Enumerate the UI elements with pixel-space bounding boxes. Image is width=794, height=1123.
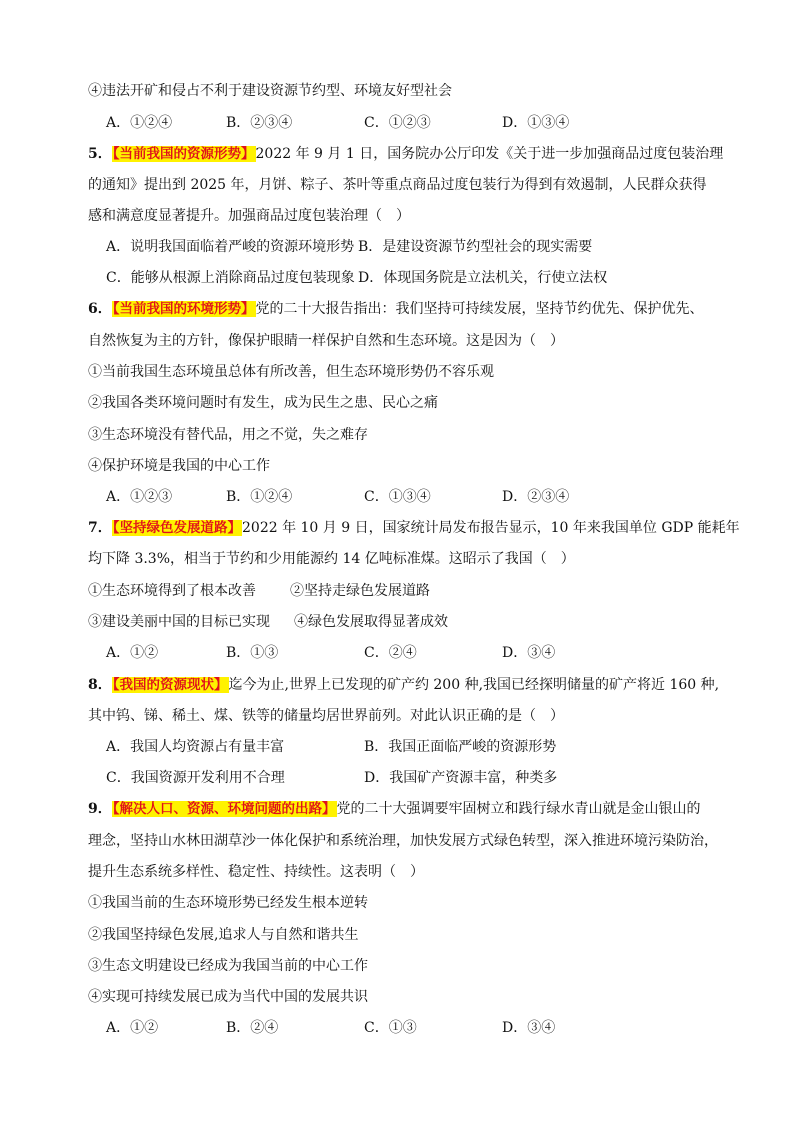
q9-number: 9． [88,801,112,817]
q9-stem-line-2: 理念，坚持山水林田湖草沙一体化保护和系统治理，加快发展方式绿色转型，深入推进环境污染防治， [88,833,718,849]
q9-option-b[interactable]: B．②④ [226,1020,279,1036]
q8-options-row-2 [106,769,726,787]
q5-number: 5． [88,146,112,162]
q8-options-row-1 [106,738,726,756]
q7-stem-line-2: 均下降 3.3%，相当于节约和少用能源约 14 亿吨标准煤。这昭示了我国（ ） [88,551,575,567]
q7-statement-4: ④绿色发展取得显著成效 [294,614,448,630]
q7-stem-line-1 [88,519,740,537]
q5-option-b[interactable]: B．是建设资源节约型社会的现实需要 [358,239,593,255]
q9-stem-line-1 [88,800,728,818]
q9-statement-4: ④实现可持续发展已成为当代中国的发展共识 [88,989,368,1005]
q9-statement-1: ①我国当前的生态环境形势已经发生根本逆转 [88,895,368,911]
q5-stem-line-1 [88,145,728,163]
q6-statement-1: ①当前我国生态环境虽总体有所改善，但生态环境形势仍不容乐观 [88,364,494,380]
q4-option-b[interactable]: B．②③④ [226,115,293,131]
q7-text: 2022 年 10 月 9 日，国家统计局发布报告显示，10 年来我国单位 GDP 能耗年 [242,520,740,536]
q6-option-b[interactable]: B．①②④ [226,489,293,505]
q6-text: 党的二十大报告指出：我们坚持可持续发展，坚持节约优先、保护优先、 [255,301,704,317]
q5-option-c[interactable]: C．能够从根源上消除商品过度包装现象 [106,270,355,286]
q7-statement-3: ③建设美丽中国的目标已实现 [88,614,270,630]
q5-topic-tag: 【当前我国的资源形势】 [112,146,255,162]
q5-option-a[interactable]: A．说明我国面临着严峻的资源环境形势 [106,239,355,255]
q6-option-a[interactable]: A．①②③ [106,489,173,505]
q8-text: 迄今为止,世界上已发现的矿产约 200 种,我国已经探明储量的矿产将近 160 种, [228,677,720,693]
q9-options [106,1019,726,1037]
q9-option-a[interactable]: A．①② [106,1020,159,1036]
q7-statement-2: ②坚持走绿色发展道路 [290,583,430,599]
q4-option-c[interactable]: C．①②③ [364,115,431,131]
q9-text: 党的二十大强调要牢固树立和践行绿水青山就是金山银山的 [336,801,701,817]
q8-option-b[interactable]: B．我国正面临严峻的资源形势 [364,739,557,755]
q4-option-a[interactable]: A．①②④ [106,115,173,131]
q5-option-d[interactable]: D．体现国务院是立法机关，行使立法权 [358,270,608,286]
q4-statement-4: ④违法开矿和侵占不利于建设资源节约型、环境友好型社会 [88,83,452,99]
q6-statement-2: ②我国各类环境问题时有发生，成为民生之患、民心之痛 [88,395,438,411]
q6-number: 6． [88,301,112,317]
q8-stem-line-2: 其中钨、锑、稀土、煤、铁等的储量均居世界前列。对此认识正确的是（ ） [88,708,564,724]
q6-option-c[interactable]: C．①③④ [364,489,431,505]
q9-option-d[interactable]: D．③④ [502,1020,556,1036]
q4-option-d[interactable]: D．①③④ [502,115,570,131]
q7-option-a[interactable]: A．①② [106,645,159,661]
q8-number: 8． [88,677,112,693]
q7-option-d[interactable]: D．③④ [502,645,556,661]
q6-statement-3: ③生态环境没有替代品，用之不觉，失之难存 [88,427,368,443]
q9-topic-tag: 【解决人口、资源、环境问题的出路】 [112,801,336,817]
q8-option-a[interactable]: A．我国人均资源占有量丰富 [106,739,285,755]
q8-topic-tag: 【我国的资源现状】 [112,677,228,693]
q6-topic-tag: 【当前我国的环境形势】 [112,301,255,317]
q5-text: 2022 年 9 月 1 日，国务院办公厅印发《关于进一步加强商品过度包装治理 [255,146,724,162]
q7-options [106,644,726,662]
q8-option-d[interactable]: D．我国矿产资源丰富，种类多 [364,770,558,786]
q7-statement-1: ①生态环境得到了根本改善 [88,583,256,599]
q6-statement-4: ④保护环境是我国的中心工作 [88,458,270,474]
q7-statements-row-2 [88,613,728,631]
q5-stem-line-3: 感和满意度显著提升。加强商品过度包装治理（ ） [88,208,410,224]
q7-number: 7． [88,520,112,536]
q7-option-b[interactable]: B．①③ [226,645,279,661]
q6-stem-line-2: 自然恢复为主的方针，像保护眼睛一样保护自然和生态环境。这是因为（ ） [88,333,564,349]
q4-options [106,114,726,132]
q9-statement-3: ③生态文明建设已经成为我国当前的中心工作 [88,958,368,974]
q7-topic-tag: 【坚持绿色发展道路】 [112,520,241,536]
q6-options [106,488,726,506]
q5-options-row-1 [106,238,726,256]
q9-option-c[interactable]: C．①③ [364,1020,417,1036]
q8-option-c[interactable]: C．我国资源开发利用不合理 [106,770,285,786]
q7-option-c[interactable]: C．②④ [364,645,417,661]
q7-statements-row-1 [88,582,728,600]
q5-stem-line-2: 的通知》提出到 2025 年，月饼、粽子、茶叶等重点商品过度包装行为得到有效遏制，人民群众获得 [88,177,707,193]
q9-stem-line-3: 提升生态系统多样性、稳定性、持续性。这表明（ ） [88,864,424,880]
q5-options-row-2 [106,269,726,287]
q6-option-d[interactable]: D．②③④ [502,489,570,505]
q8-stem-line-1 [88,676,728,694]
q9-statement-2: ②我国坚持绿色发展,追求人与自然和谐共生 [88,927,359,943]
q6-stem-line-1 [88,300,728,318]
